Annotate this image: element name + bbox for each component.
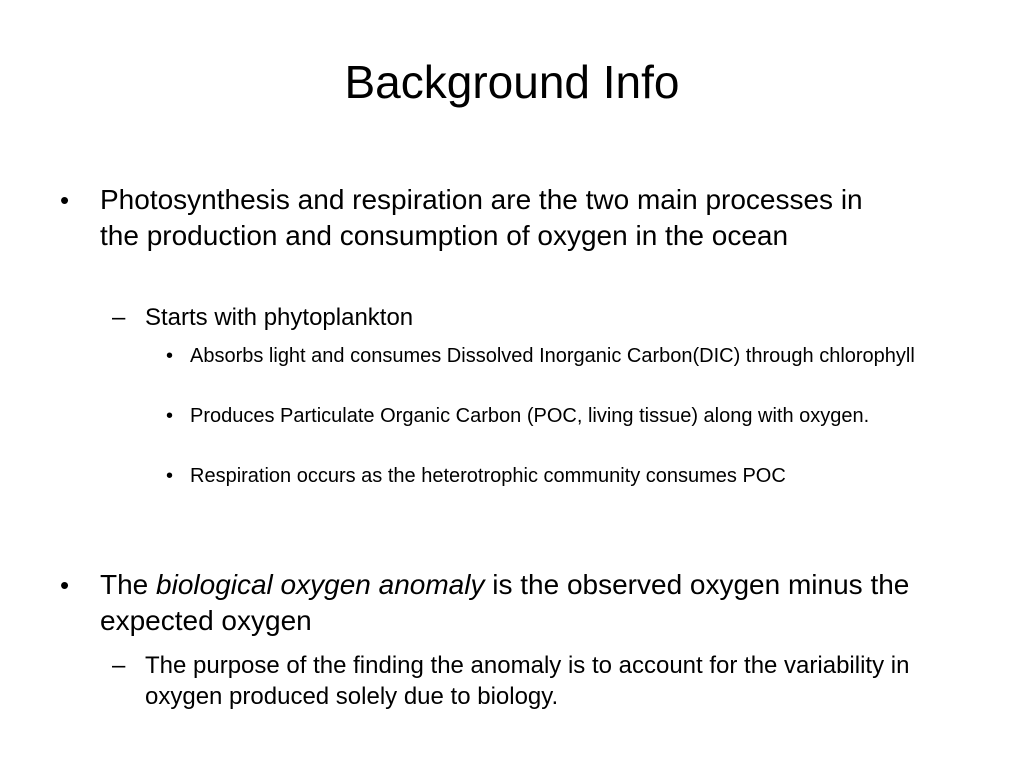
bullet-dot-icon: • — [166, 405, 174, 427]
sub-sub-bullet-respiration — [166, 463, 990, 489]
bullet-dot-icon: • — [166, 345, 174, 367]
bullet-text: Photosynthesis and respiration are the two main processes in the production and consumption of oxygen in the ocean — [100, 184, 863, 251]
sub-sub-bullet-text: Absorbs light and consumes Dissolved Inorganic Carbon(DIC) through chlorophyll — [190, 345, 915, 367]
sub-sub-bullet-absorbs-light — [166, 343, 970, 369]
sub-bullet-text: Starts with phytoplankton — [145, 304, 414, 331]
sub-sub-bullet-produces-poc — [166, 403, 970, 429]
bullet-text-prefix: The — [100, 569, 157, 600]
sub-bullet-text: The purpose of the finding the anomaly is to account for the variability in oxygen produced solely due to biology. — [145, 652, 910, 710]
sub-sub-bullet-text: Respiration occurs as the heterotrophic community consumes POC — [190, 465, 786, 487]
bullet-text-italic-term: biological oxygen anomaly — [156, 569, 485, 600]
sub-bullet-phytoplankton — [112, 302, 945, 333]
bullet-text — [100, 567, 980, 639]
slide-title: Background Info — [344, 56, 680, 108]
dash-bullet-icon: – — [112, 652, 126, 679]
bullet-oxygen-anomaly — [60, 567, 980, 639]
sub-bullet-anomaly-purpose — [112, 650, 945, 712]
bullet-text-suffix: is the observed oxygen minus the expected oxygen — [100, 569, 910, 636]
bullet-dot-icon: • — [60, 570, 70, 600]
sub-sub-bullet-text: Produces Particulate Organic Carbon (POC, living tissue) along with oxygen. — [190, 405, 870, 427]
bullet-dot-icon: • — [166, 465, 174, 487]
dash-bullet-icon: – — [112, 304, 126, 331]
bullet-photosynthesis — [60, 182, 900, 254]
bullet-dot-icon: • — [60, 185, 70, 215]
